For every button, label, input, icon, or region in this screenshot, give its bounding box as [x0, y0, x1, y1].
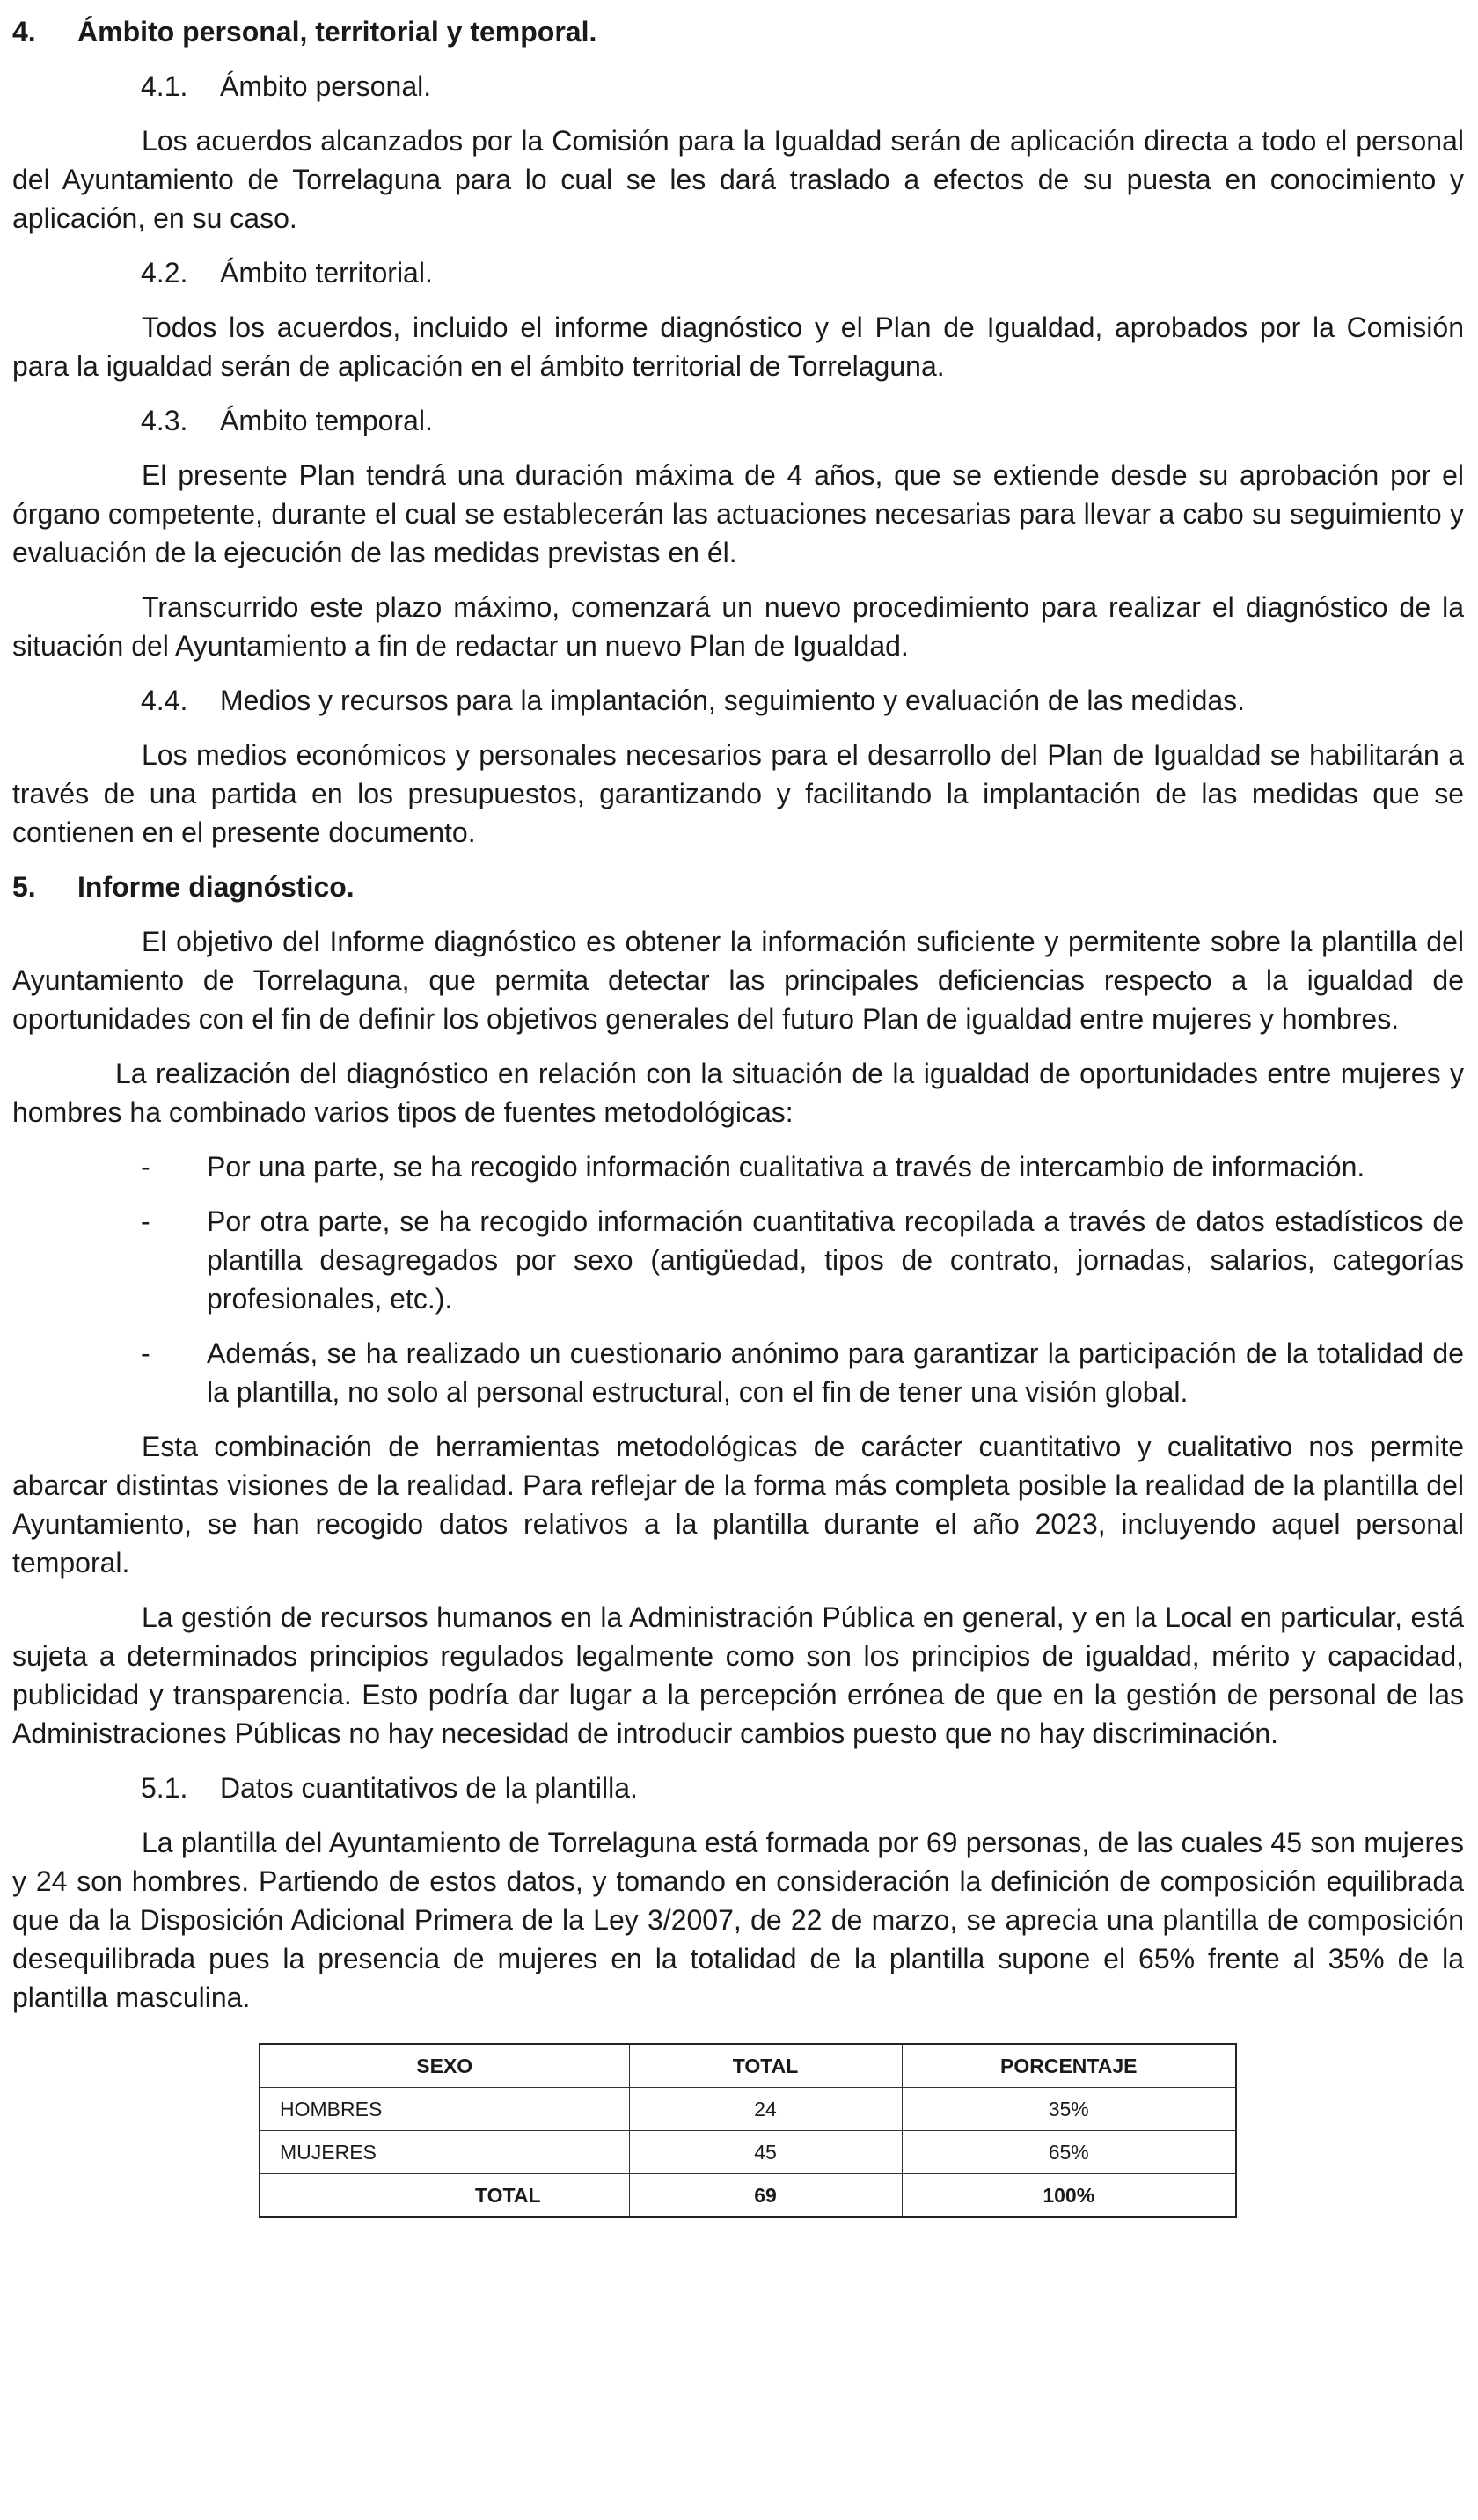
- column-header: TOTAL: [629, 2044, 902, 2088]
- column-header: SEXO: [260, 2044, 629, 2088]
- section-5-heading: [12, 868, 1464, 906]
- subsection-4-2-heading: [141, 253, 1464, 292]
- staff-sex-table: [259, 2043, 1237, 2218]
- table-row: [260, 2131, 1236, 2174]
- table-header-row: [260, 2044, 1236, 2088]
- subsection-title: Ámbito personal.: [220, 70, 432, 102]
- subsection-title: Medios y recursos para la implantación, seguimiento y evaluación de las medidas.: [220, 685, 1246, 716]
- table-total-row: [260, 2174, 1236, 2218]
- section-title: Informe diagnóstico.: [77, 871, 355, 903]
- subsection-title: Ámbito temporal.: [220, 405, 433, 436]
- list-item: [12, 1202, 1464, 1318]
- list-item-text: Por una parte, se ha recogido información cualitativa a través de intercambio de información.: [207, 1151, 1365, 1183]
- table-cell: 69: [629, 2174, 902, 2218]
- column-header: PORCENTAJE: [902, 2044, 1236, 2088]
- dash-bullet: -: [141, 1151, 150, 1183]
- paragraph: La plantilla del Ayuntamiento de Torrelaguna está formada por 69 personas, de las cuales 45 son mujeres y 24 son hombres. Partiendo de estos datos, y tomando en consideración la definición de composición equilibrada que da la Disposición Adicional Primera de la Ley 3/2007, de 22 de marzo, se aprecia una plantilla de composición desequilibrada pues la presencia de mujeres en la totalidad de la plantilla supone el 65% frente al 35% de la plantilla masculina.: [12, 1827, 1464, 2013]
- subsection-4-3-heading: [141, 401, 1464, 440]
- table-cell: 45: [629, 2131, 902, 2174]
- table-cell: 24: [629, 2088, 902, 2131]
- paragraph: El objetivo del Informe diagnóstico es obtener la información suficiente y permitente sobre la plantilla del Ayuntamiento de Torrelaguna, que permita detectar las principales deficiencias respecto a la igualdad de oportunidades con el fin de definir los objetivos generales del futuro Plan de igualdad entre mujeres y hombres.: [12, 926, 1464, 1035]
- paragraph: Esta combinación de herramientas metodológicas de carácter cuantitativo y cualitativo nos permite abarcar distintas visiones de la realidad. Para reflejar de la forma más completa posible la realidad de la plantilla del Ayuntamiento, se han recogido datos relativos a la plantilla durante el año 2023, incluyendo aquel personal temporal.: [12, 1431, 1464, 1579]
- subsection-number: 4.4.: [141, 685, 188, 716]
- paragraph: Todos los acuerdos, incluido el informe diagnóstico y el Plan de Igualdad, aprobados por la Comisión para la igualdad serán de aplicación en el ámbito territorial de Torrelaguna.: [12, 311, 1464, 382]
- table-cell: MUJERES: [260, 2131, 629, 2174]
- table-cell: TOTAL: [260, 2174, 629, 2218]
- subsection-number: 5.1.: [141, 1772, 188, 1804]
- dash-bullet: -: [141, 1205, 150, 1237]
- paragraph: Los acuerdos alcanzados por la Comisión para la Igualdad serán de aplicación directa a todo el personal del Ayuntamiento de Torrelaguna para lo cual se les dará traslado a efectos de su puesta en conocimiento y aplicación, en su caso.: [12, 125, 1464, 234]
- subsection-4-1-heading: [141, 67, 1464, 106]
- table-cell: 35%: [902, 2088, 1236, 2131]
- list-item: [12, 1334, 1464, 1411]
- list-item-text: Además, se ha realizado un cuestionario anónimo para garantizar la participación de la totalidad de la plantilla, no solo al personal estructural, con el fin de tener una visión global.: [207, 1337, 1464, 1408]
- subsection-5-1-heading: [141, 1769, 1464, 1807]
- section-title: Ámbito personal, territorial y temporal.: [77, 16, 597, 48]
- dash-bullet: -: [141, 1337, 150, 1369]
- subsection-number: 4.2.: [141, 257, 188, 289]
- subsection-title: Datos cuantitativos de la plantilla.: [220, 1772, 638, 1804]
- paragraph: Transcurrido este plazo máximo, comenzará un nuevo procedimiento para realizar el diagnóstico de la situación del Ayuntamiento a fin de redactar un nuevo Plan de Igualdad.: [12, 591, 1464, 662]
- table-cell: 100%: [902, 2174, 1236, 2218]
- paragraph: La realización del diagnóstico en relación con la situación de la igualdad de oportunidades entre mujeres y hombres ha combinado varios tipos de fuentes metodológicas:: [12, 1058, 1464, 1128]
- table-cell: 65%: [902, 2131, 1236, 2174]
- paragraph: Los medios económicos y personales necesarios para el desarrollo del Plan de Igualdad se habilitarán a través de una partida en los presupuestos, garantizando y facilitando la implantación de las medidas que se contienen en el presente documento.: [12, 739, 1464, 848]
- subsection-number: 4.1.: [141, 70, 188, 102]
- table-cell: HOMBRES: [260, 2088, 629, 2131]
- section-number: 4.: [12, 16, 36, 48]
- subsection-number: 4.3.: [141, 405, 188, 436]
- subsection-4-4-heading: [141, 681, 1464, 720]
- table-row: [260, 2088, 1236, 2131]
- paragraph: La gestión de recursos humanos en la Administración Pública en general, y en la Local en particular, está sujeta a determinados principios regulados legalmente como son los principios de igualdad, mérito y capacidad, publicidad y transparencia. Esto podría dar lugar a la percepción errónea de que en la gestión de personal de las Administraciones Públicas no hay necesidad de introducir cambios puesto que no hay discriminación.: [12, 1601, 1464, 1749]
- subsection-title: Ámbito territorial.: [220, 257, 433, 289]
- methodology-list: [12, 1147, 1464, 1411]
- paragraph: El presente Plan tendrá una duración máxima de 4 años, que se extiende desde su aprobación por el órgano competente, durante el cual se establecerán las actuaciones necesarias para llevar a cabo su seguimiento y evaluación de la ejecución de las medidas previstas en él.: [12, 459, 1464, 568]
- section-number: 5.: [12, 871, 36, 903]
- list-item-text: Por otra parte, se ha recogido información cuantitativa recopilada a través de datos estadísticos de plantilla desagregados por sexo (antigüedad, tipos de contrato, jornadas, salarios, categorías profesionales, etc.).: [207, 1205, 1464, 1315]
- table-container: [12, 2043, 1464, 2218]
- list-item: [12, 1147, 1464, 1186]
- section-4-heading: [12, 12, 1464, 51]
